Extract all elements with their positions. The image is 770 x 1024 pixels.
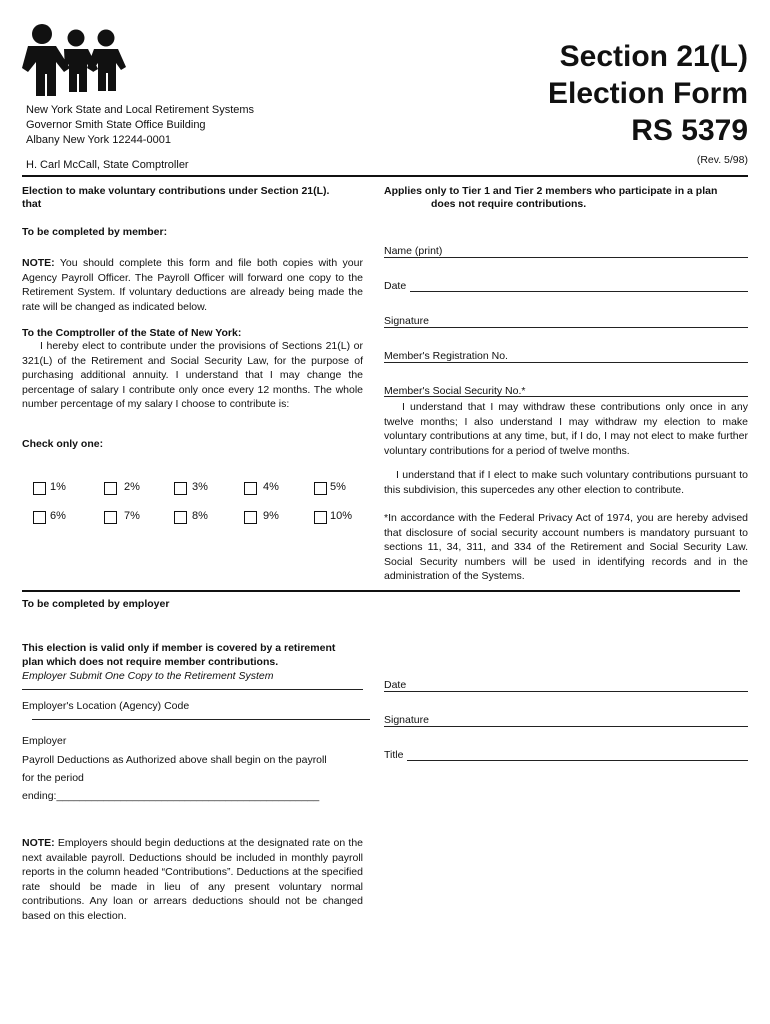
checkbox-6-percent[interactable]	[33, 511, 46, 524]
employer-date-label: Date	[384, 679, 407, 691]
withdraw-statement: I understand that I may withdraw these contributions only once in any twelve months; I also understand I may withdraw my election to make voluntary contributions at any time, but, if I do, I may not elect to make further voluntary contributions for a period of twelve months.	[384, 401, 748, 457]
checkbox-10-percent[interactable]	[314, 511, 327, 524]
checkbox-5-percent-label: 5%	[330, 481, 346, 493]
supersede-statement: I understand that if I elect to make such voluntary contributions pursuant to this subdivision, this supercedes any other election to contribute.	[384, 469, 748, 496]
checkbox-6-percent-label: 6%	[50, 510, 66, 522]
checkbox-9-percent-label: 9%	[263, 510, 279, 522]
employer-section-heading: To be completed by employer	[22, 598, 170, 610]
organization-address	[26, 103, 254, 148]
title-section: Section 21(L)	[559, 40, 748, 73]
privacy-act-statement: *In accordance with the Federal Privacy Act of 1974, you are hereby advised that disclosure of social security account numbers is mandatory pursuant to sections 11, 34, 311, and 334 of the Retirement and Social Security Law. Social Security numbers will be used in identifying records and in the administration of the Systems.	[384, 512, 748, 582]
checkbox-2-percent-label: 2%	[124, 481, 140, 493]
employer-divider	[22, 590, 740, 592]
employer-note	[22, 836, 363, 923]
member-section-heading: To be completed by member:	[22, 226, 168, 238]
checkbox-8-percent[interactable]	[174, 511, 187, 524]
tier-applicability	[384, 185, 717, 211]
org-building: Governor Smith State Office Building	[26, 119, 206, 131]
payroll-deduction-statement	[22, 751, 327, 805]
member-date-field[interactable]	[410, 291, 748, 292]
header-divider	[22, 175, 748, 177]
election-intro	[22, 185, 329, 211]
tier-applicability-line2: does not require contributions.	[431, 198, 587, 210]
registration-number-label: Member's Registration No.	[384, 350, 508, 362]
checkbox-4-percent-label: 4%	[263, 481, 279, 493]
checkbox-7-percent-label: 7%	[124, 510, 140, 522]
member-note-label: NOTE:	[22, 257, 55, 269]
checkbox-3-percent[interactable]	[174, 482, 187, 495]
member-signature-label: Signature	[384, 315, 429, 327]
name-field[interactable]	[384, 257, 748, 258]
validity-statement	[22, 641, 335, 669]
checkbox-1-percent[interactable]	[33, 482, 46, 495]
employer-name-field[interactable]	[22, 689, 363, 690]
employer-signature-label: Signature	[384, 714, 429, 726]
employer-note-text: Employers should begin deductions at the designated rate on the next available payroll. Deductions should be included in monthly payroll reports in the column headed “Contributions”. Deductions at the specified rate should be made in lieu of any present voluntary normal contributions. Any loan or arrears deductions should not be changed based on this election.	[22, 837, 363, 922]
validity-line1: This election is valid only if member is covered by a retirement	[22, 642, 336, 654]
employer-note-label: NOTE:	[22, 837, 55, 849]
checkbox-2-percent[interactable]	[104, 482, 117, 495]
title-form-number: RS 5379	[631, 114, 748, 147]
validity-line2: plan which does not require member contributions.	[22, 656, 279, 668]
election-intro-line2: that	[22, 198, 42, 210]
title-election-form: Election Form	[547, 77, 748, 110]
employer-title-label: Title	[384, 749, 404, 761]
checkbox-1-percent-label: 1%	[50, 481, 66, 493]
checkbox-3-percent-label: 3%	[192, 481, 208, 493]
member-date-label: Date	[384, 280, 407, 292]
location-code-label: Employer's Location (Agency) Code	[22, 700, 190, 712]
ssn-field[interactable]	[384, 396, 748, 397]
form-title	[548, 38, 748, 149]
checkbox-5-percent[interactable]	[314, 482, 327, 495]
member-signature-field[interactable]	[384, 327, 748, 328]
ssn-label: Member's Social Security No.*	[384, 385, 526, 397]
employer-label: Employer	[22, 735, 67, 747]
check-only-one-label: Check only one:	[22, 438, 104, 450]
comptroller-name: H. Carl McCall, State Comptroller	[26, 159, 189, 171]
org-city: Albany New York 12244-0001	[26, 134, 171, 146]
payroll-line1: Payroll Deductions as Authorized above shall begin on the payroll	[22, 754, 327, 766]
employer-title-field[interactable]	[407, 760, 748, 761]
name-field-label: Name (print)	[384, 245, 443, 257]
election-intro-line1: Election to make voluntary contributions under Section 21(L).	[22, 185, 330, 197]
revision-date: (Rev. 5/98)	[696, 154, 748, 166]
to-comptroller-heading: To the Comptroller of the State of New York:	[22, 327, 242, 339]
registration-number-field[interactable]	[384, 362, 748, 363]
checkbox-8-percent-label: 8%	[192, 510, 208, 522]
tier-applicability-line1: Applies only to Tier 1 and Tier 2 members who participate in a plan	[384, 185, 718, 197]
member-note	[22, 256, 363, 314]
people-family-logo-icon	[18, 22, 126, 98]
checkbox-7-percent[interactable]	[104, 511, 117, 524]
checkbox-10-percent-label: 10%	[330, 510, 353, 522]
election-statement: I hereby elect to contribute under the provisions of Sections 21(L) or 321(L) of the Retirement and Social Security Law, for the purpose of purchasing additional annuity. I understand that I may change the percentage of salary I contribute only once every 12 months. The whole number percentage of my salary I choose to contribute is:	[22, 340, 363, 410]
location-code-field[interactable]	[32, 719, 370, 720]
submit-instruction: Employer Submit One Copy to the Retirement System	[22, 670, 274, 682]
member-note-text: You should complete this form and file both copies with your Agency Payroll Officer. The Payroll Officer will forward one copy to the Retirement System. If voluntary deductions are already being made the rate will be changed as indicated below.	[22, 257, 363, 313]
checkbox-4-percent[interactable]	[244, 482, 257, 495]
employer-signature-field[interactable]	[384, 726, 748, 727]
employer-date-field[interactable]	[384, 691, 748, 692]
checkbox-9-percent[interactable]	[244, 511, 257, 524]
payroll-period-ending-field[interactable]: ending:_____________________________________________	[22, 790, 320, 802]
org-name: New York State and Local Retirement Systems	[26, 104, 255, 116]
payroll-line2: for the period	[22, 772, 84, 784]
